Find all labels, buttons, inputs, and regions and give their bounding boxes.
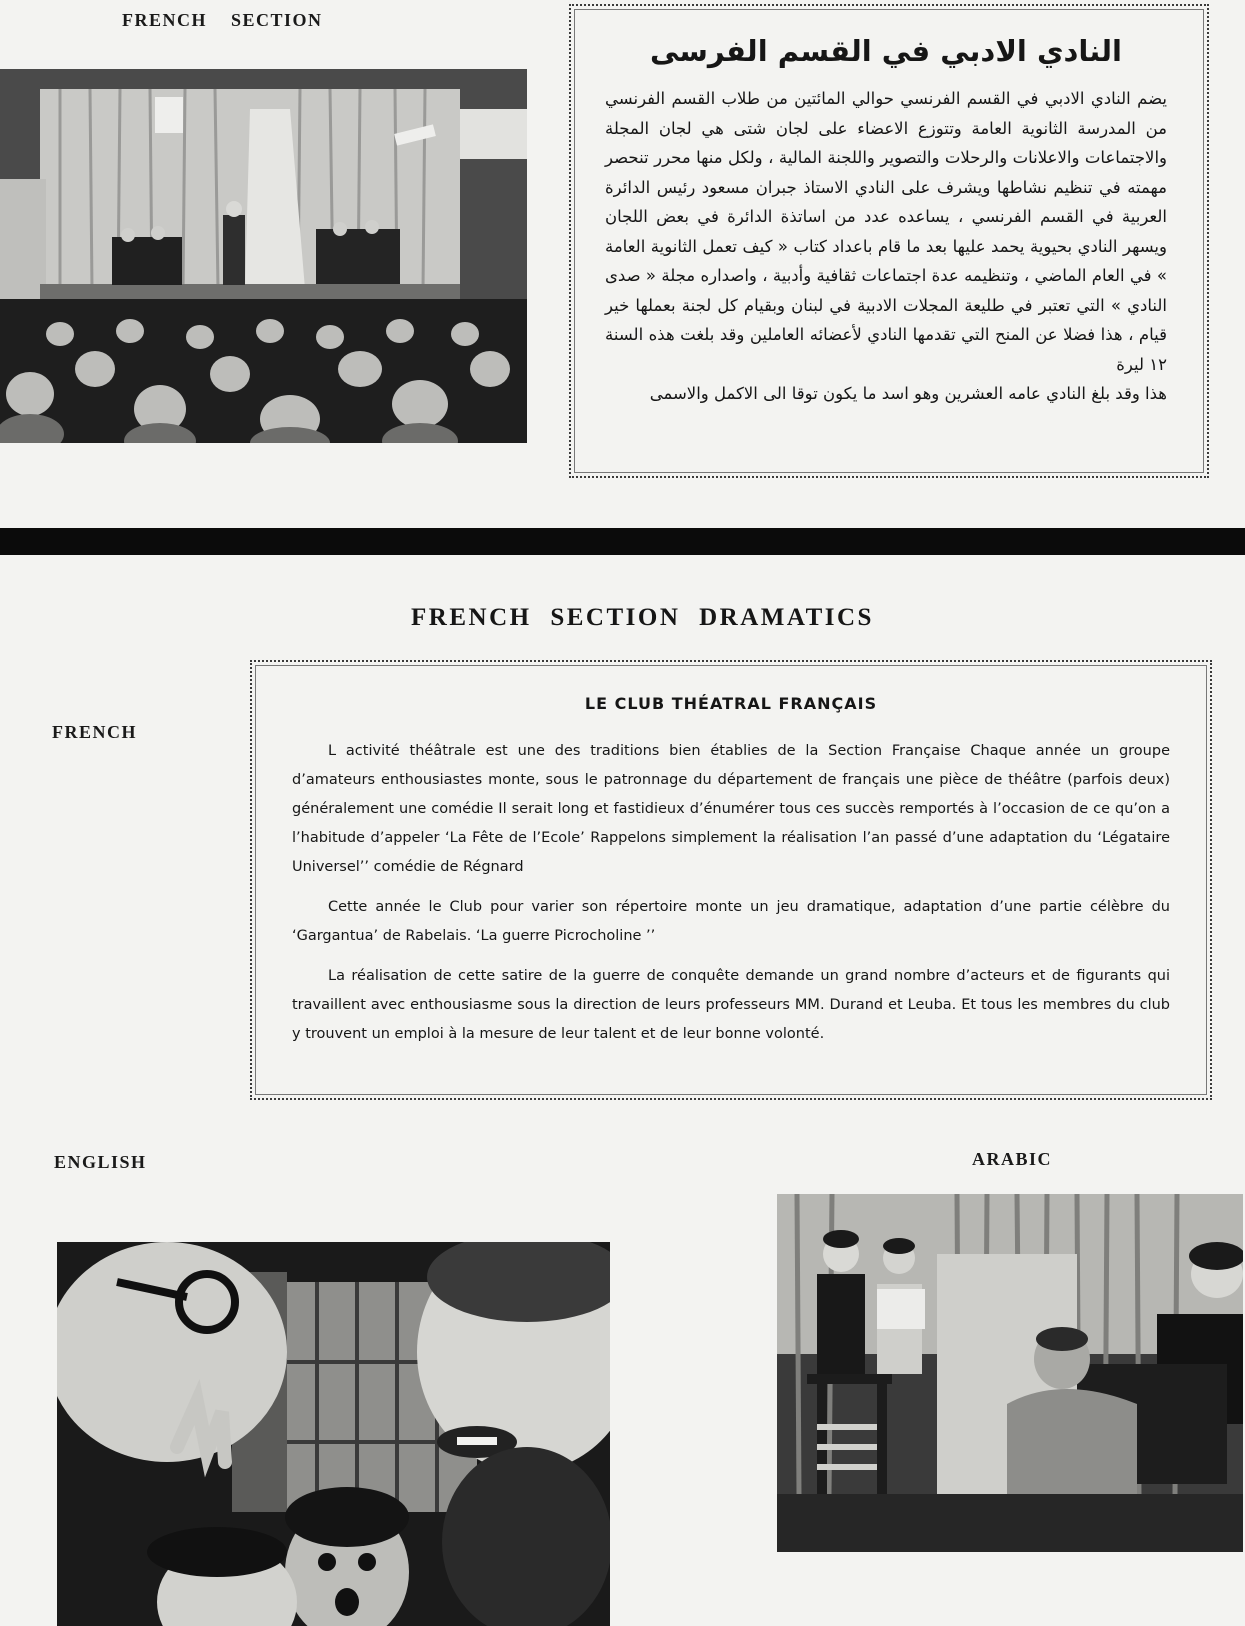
english-label: ENGLISH: [54, 1152, 147, 1172]
french-theatre-club-box: [250, 660, 1212, 1100]
french-label: FRENCH: [52, 722, 137, 742]
arabic-box-title: النادي الادبي في القسم الفرسى: [650, 34, 1122, 68]
dramatics-heading: FRENCH SECTION DRAMATICS: [411, 604, 874, 631]
french-paragraph-2: Cette année le Club pour varier son répertoire monte un jeu dramatique, adaptation d’une partie célèbre du ‘Gargantua’ de Rabelais. ‘La guerre Picrocholine ’’: [292, 899, 1170, 944]
arabic-paragraph-1: يضم النادي الادبي في القسم الفرنسي حوالي المائتين من طلاب القسم الفرنسي من المدرسة الثانوية العامة وتتوزع الاعضاء على لجان شتى هي لجان المجلة والاجتماعات والاعلانات والرحلات والتصوير واللجنة المالية ، ولكل منها محرر تنحصر مهمته في تنظيم نشاطها ويشرف على النادي الاستاذ جبران مسعود رئيس الدائرة العربية في القسم الفرنسي ، يساعده عدد من اساتذة الدائرة في بعض اللجان ويسهر النادي بحيوية يحمد عليها بعد ما قام باعداد كتاب « كيف تعمل الثانوية العامة » في العام الماضي ، وتنظيمه عدة اجتماعات ثقافية وأدبية ، واصداره مجلة « صدى النادي » التي تعتبر في طليعة المجلات الادبية في لبنان وبقيام كل لجنة بعملها خير قيام ، هذا فضلا عن المنح التي تقدمها النادي لأعضائه العاملين وقد بلغت هذه السنة ١٢ ليرة: [605, 89, 1167, 374]
arabic-literary-club-box: [569, 4, 1209, 478]
french-section-label: FRENCH SECTION: [122, 10, 323, 30]
arabic-label: ARABIC: [972, 1149, 1053, 1169]
french-paragraph-3: La réalisation de cette satire de la guerre de conquête demande un grand nombre d’acteurs et de figurants qui travaillent avec enthousiasme sous la direction de leurs professeurs MM. Durand et Leuba. Et tous les membres du club y trouvent un emploi à la mesure de leur talent et de leur bonne volonté.: [292, 968, 1170, 1042]
section-divider-band: [0, 528, 1245, 555]
english-play-closeup-photo: [57, 1242, 610, 1626]
auditorium-stage-photo: [0, 69, 527, 443]
arabic-play-stage-photo: [777, 1194, 1243, 1552]
arabic-paragraph-2: هذا وقد بلغ النادي عامه العشرين وهو اسد ما يكون توقا الى الاكمل والاسمى: [649, 384, 1167, 403]
french-box-title: LE CLUB THÉATRAL FRANÇAIS: [584, 694, 878, 713]
french-paragraph-1: L activité théâtrale est une des traditions bien établies de la Section Française Chaque année un groupe d’amateurs enthousiastes monte, sous le patronnage du département de français une pièce de théâtre (parfois deux) généralement une comédie Il serait long et fastidieux d’énumérer tous ces succès remportés à l’occasion de ce qu’on a l’habitude d’appeler ‘La Fête de l’Ecole’ Rappelons simplement la réalisation l’an passé d’une adaptation du ‘Légataire Universel’’ comédie de Régnard: [292, 743, 1170, 875]
